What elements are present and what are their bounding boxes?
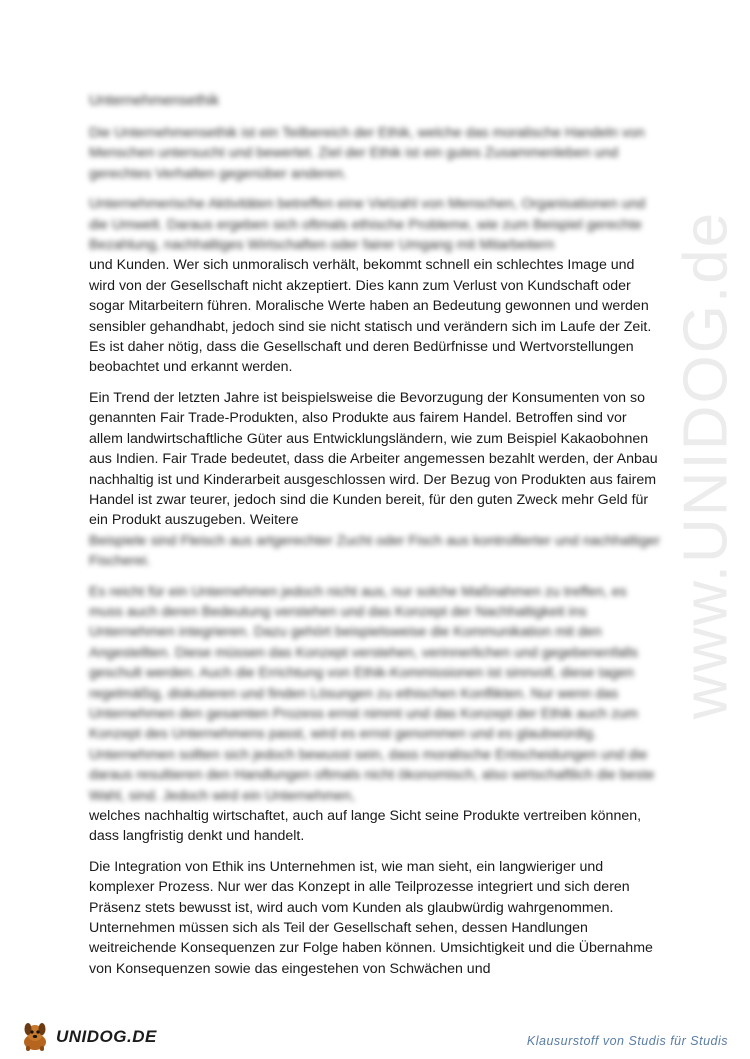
paragraph-conclusion: Die Integration von Ethik ins Unternehmen ist, wie man sieht, ein langwieriger und komplexer Prozess. Nur wer das Konzept in alle Teilprozesse integriert und sich deren Präsenz stets bewusst ist, wird auch vom Kunden als glaubwürdig wahrgenommen. Unternehmen müssen sich als Teil der Gesellschaft sehen, dessen Handlungen weitreichende Konsequenzen zur Folge haben können. Umsichtigkeit und die Übernahme von Konsequenzen sowie das eingestehen von Schwächen und bbox=[89, 858, 653, 977]
paragraph-fair-trade: Ein Trend der letzten Jahre ist beispielsweise die Bevorzugung der Konsumenten von so genannten Fair Trade-Produkten, also Produkte aus fairem Handel. Betroffen sind vor allem landwirtschaftliche Güter aus Entwicklungsländern, wie zum Beispiel Kakaobohnen aus Indien. Fair Trade bedeutet, dass die Arbeiter angemessen bezahlt werden, der Anbau nachhaltig ist und Kinderarbeit ausgeschlossen wird. Der Bezug von Produkten aus fairem Handel ist zwar teurer, jedoch sind die Kunden bereit, für den guten Zweck mehr Geld für ein Produkt auszugeben. Weitere bbox=[89, 389, 658, 529]
page-footer bbox=[0, 1018, 750, 1056]
document-title: Unternehmensethik bbox=[89, 92, 220, 109]
paragraph-image-and-values: und Kunden. Wer sich unmoralisch verhält, bekommt schnell ein schlechtes Image und wird von der Gesellschaft nicht akzeptiert. Dies kann zum Verlust von Kundschaft oder sogar Mitarbeitern führen. Moralische Werte haben an Bedeutung gewonnen und werden sensibler gehandhabt, jedoch sind sie nicht statisch und verändern sich im Laufe der Zeit. Es ist daher nötig, dass die Gesellschaft und deren Bedürfnisse und Wertvorstellungen beobachtet und erkannt werden. bbox=[89, 257, 652, 376]
blurred-paragraph-integration: Es reicht für ein Unternehmen jedoch nicht aus, nur solche Maßnahmen zu treffen, es muss auch deren Bedeutung verstehen und das Konzept der Nachhaltigkeit ins Unternehmen integrieren. Dazu gehört beispielsweise die Kommunikation mit den Angestellten. Diese müssen das Konzept verstehen, verinnerlichen und gegebenenfalls geschult werden. Auch die Errichtung von Ethik-Kommissionen ist sinnvoll, diese tagen regelmäßig, diskutieren und finden Lösungen zu ethischen Konflikten. Nur wenn das Unternehmen den gesamten Prozess ernst nimmt und das Konzept der Ethik auch zum Konzept des Unternehmens passt, wird es ernst genommen und es glaubwürdig. Unternehmen sollten sich jedoch bewusst sein, dass moralische Entscheidungen und die daraus resultieren den Handlungen oftmals nicht ökonomisch, also wirtschaftlich die beste Wahl, sind. Jedoch wird ein Unternehmen, bbox=[89, 583, 655, 804]
unidog-logo[interactable] bbox=[18, 1022, 157, 1052]
dog-icon bbox=[18, 1022, 52, 1052]
logo-text: UNIDOG.DE bbox=[56, 1027, 157, 1046]
blurred-paragraph-1: Die Unternehmensethik ist ein Teilbereich der Ethik, welche das moralische Handeln von Menschen untersucht und bewertet. Ziel der Ethik ist ein gutes Zusammenleben und gerechtes Verhalten gegenüber anderen. bbox=[89, 125, 645, 182]
blurred-paragraph-examples: Beispiele sind Fleisch aus artgerechter Zucht oder Fisch aus kontrollierter und nachhaltiger Fischerei. bbox=[89, 532, 660, 570]
document-body bbox=[89, 92, 661, 979]
paragraph-longterm: welches nachhaltig wirtschaftet, auch auf lange Sicht seine Produkte vertreiben können, dass langfristig denkt und handelt. bbox=[89, 808, 642, 845]
footer-slogan: Klausurstoff von Studis für Studis bbox=[526, 1034, 728, 1048]
watermark: www.UNIDOG.de bbox=[671, 210, 741, 720]
blurred-paragraph-2: Unternehmerische Aktivitäten betreffen eine Vielzahl von Menschen, Organisationen und die Umwelt. Daraus ergeben sich oftmals ethische Probleme, wie zum Beispiel gerechte Bezahlung, nachhaltiges Wirtschaften oder fairer Umgang mit Mitarbeitern bbox=[89, 196, 646, 254]
